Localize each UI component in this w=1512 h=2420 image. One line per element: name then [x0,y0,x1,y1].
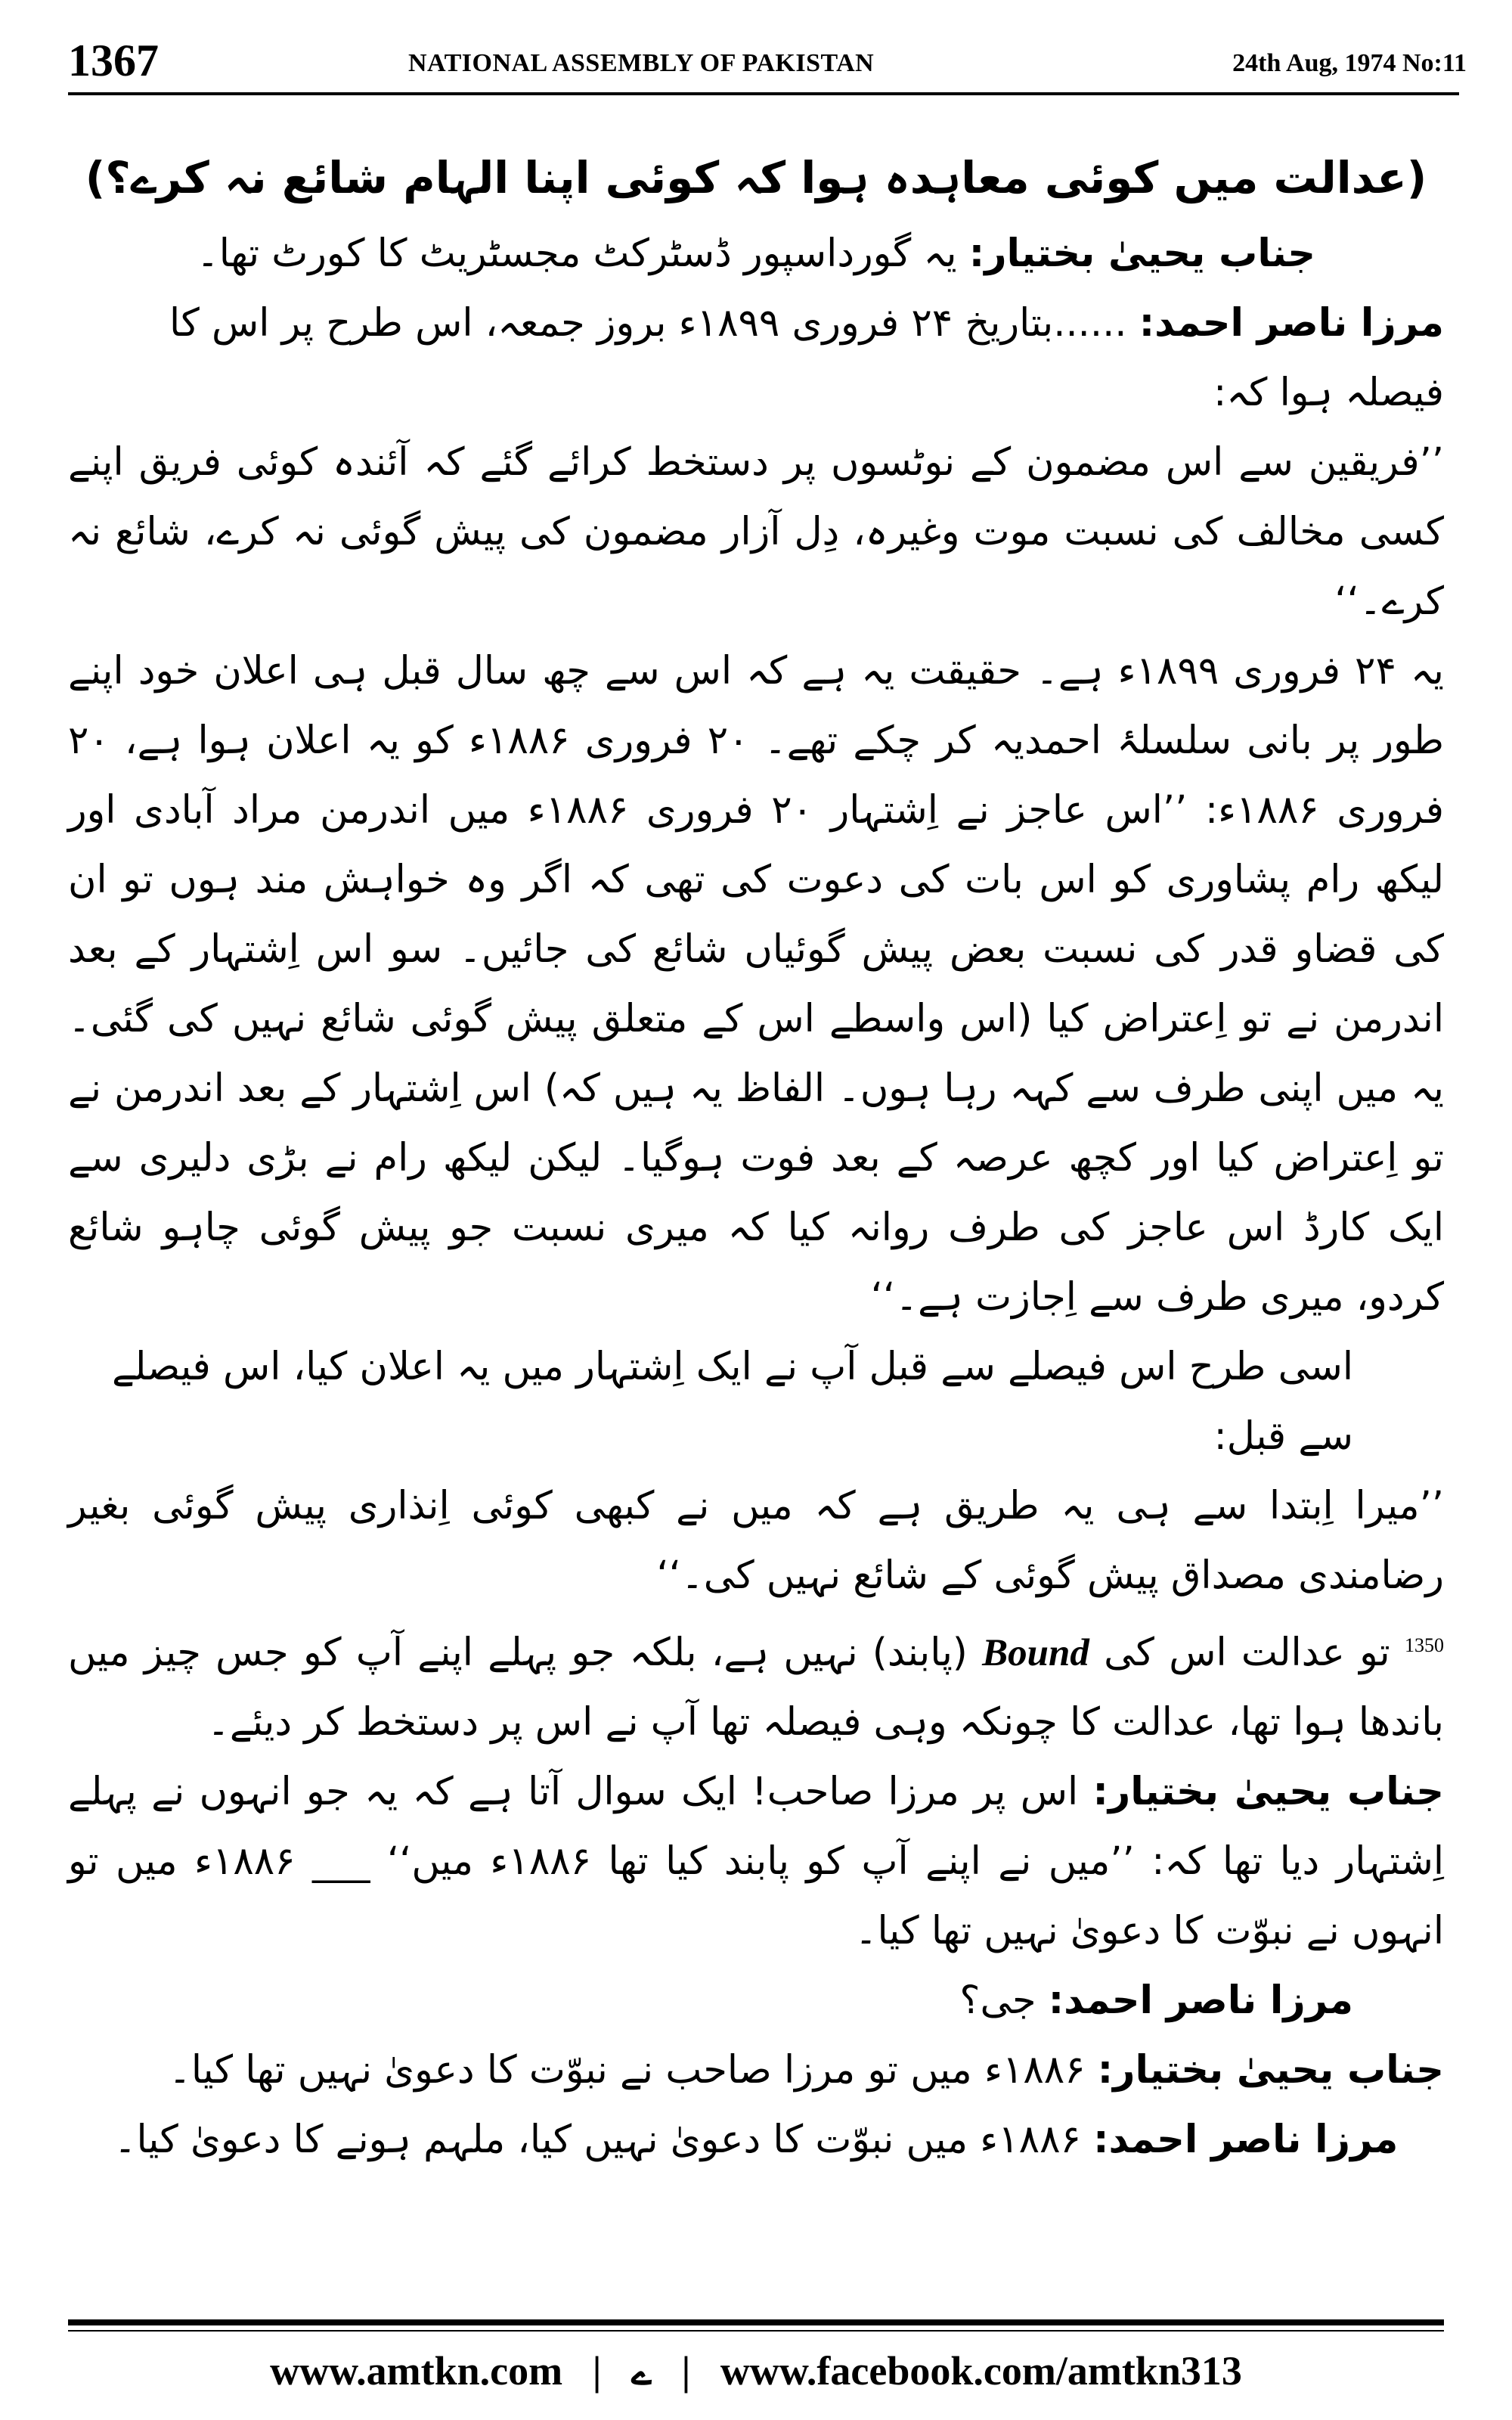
speech-text: ۱۸۸۶ء میں تو مرزا صاحب نے نبوّت کا دعویٰ نہیں تھا کیا۔ [168,2048,1086,2093]
paragraph-7 [68,1966,1444,2036]
speaker-name: مرزا ناصر احمد: [1093,2118,1399,2162]
header-divider [68,92,1459,95]
facebook-link[interactable]: www.facebook.com/amtkn313 [720,2348,1242,2394]
footer-separator: | [681,2348,691,2394]
speaker-name: مرزا ناصر احمد: [1048,1978,1353,2023]
paragraph-5 [68,1611,1444,1758]
english-term: Bound [982,1632,1089,1674]
page-body [68,136,1444,2175]
website-link[interactable]: www.amtkn.com [270,2348,563,2394]
logo-icon: ے [631,2352,652,2393]
speech-text: ......بتاریخ ۲۴ فروری ۱۸۹۹ء بروز جمعہ، اس طرح پر اس کا فیصلہ ہوا کہ: [169,301,1444,415]
footer-divider-thin [68,2330,1444,2332]
quotation-2: ’’میرا اِبتدا سے ہی یہ طریق ہے کہ میں نے کبھی کوئی اِنذاری پیش گوئی بغیر رضامندی مصداق پیش گوئی کے شائع نہیں کی۔‘‘ [68,1484,1444,1598]
header-date-info: 24th Aug, 1974 No:11 [1232,49,1467,77]
footnote-reference: 1350 [1404,1634,1444,1656]
quotation-1: ’’فریقین سے اس مضمون کے نوٹسوں پر دستخط کرائے گئے کہ آئندہ کوئی فریق اپنے کسی مخالف کی نسبت موت وغیرہ، دِل آزار مضمون کی پیش گوئی نہ کرے، شائع نہ کرے۔‘‘ [68,440,1444,624]
speech-text: اس پر مرزا صاحب! ایک سوال آتا ہے کہ یہ جو انہوں نے پہلے اِشتہار دیا تھا کہ: ’’میں نے اپنے آپ کو پابند کیا تھا ۱۸۸۶ء میں‘‘ ___ ۱۸۸۶ء میں تو انہوں نے نبوّت کا دعویٰ نہیں تھا کیا۔ [68,1770,1444,1953]
paragraph-9 [68,2105,1444,2175]
speech-text: (پابند) نہیں ہے، بلکہ جو پہلے اپنے آپ کو جس چیز میں باندھا ہوا تھا، عدالت کا چونکہ وہی فیصلہ تھا آپ نے اس پر دستخط کر دیئے۔ [68,1630,1444,1745]
page-header [45,30,1467,91]
paragraph-3: یہ ۲۴ فروری ۱۸۹۹ء ہے۔ حقیقت یہ ہے کہ اس سے چھ سال قبل ہی اعلان خود اپنے طور پر بانی سلسلۂ احمدیہ کر چکے تھے۔ ۲۰ فروری ۱۸۸۶ء کو یہ اعلان ہوا ہے، ۲۰ فروری ۱۸۸۶ء: ’’اس عاجز نے اِشتہار ۲۰ فروری ۱۸۸۶ء میں اندرمن مراد آبادی اور لیکھ رام پشاوری کو اس بات کی دعوت کی تھی کہ اگر وہ خواہش مند ہوں تو ان کی قضاو قدر کی نسبت بعض پیش گوئیاں شائع کی جائیں۔ سو اس اِشتہار کے بعد اندرمن نے تو اِعتراض کیا (اس واسطے اس کے متعلق پیش گوئی شائع نہیں کی گئی۔ یہ میں اپنی طرف سے کہہ رہا ہوں۔ الفاظ یہ ہیں کہ) اس اِشتہار کے بعد اندرمن نے تو اِعتراض کیا اور کچھ عرصہ کے بعد فوت ہوگیا۔ لیکن لیکھ رام نے بڑی دلیری سے ایک کارڈ اس عاجز کی طرف روانہ کیا کہ میری نسبت جو پیش گوئی چاہو شائع کردو، میری طرف سے اِجازت ہے۔‘‘ [68,649,1444,1320]
speaker-name: مرزا ناصر احمد: [1139,301,1444,346]
footer-separator: | [592,2348,602,2394]
speaker-name: جناب یحییٰ بختیار: [1097,2048,1444,2093]
speaker-name: جناب یحییٰ بختیار: [968,231,1316,276]
speech-text: تو عدالت اس کی [1104,1630,1390,1675]
page-number: 1367 [68,36,159,85]
paragraph-2 [68,289,1444,428]
speaker-name: جناب یحییٰ بختیار: [1092,1770,1444,1814]
page-footer [0,2341,1512,2401]
speech-text: جی؟ [959,1978,1036,2023]
paragraph-4: اسی طرح اس فیصلے سے قبل آپ نے ایک اِشتہار میں یہ اعلان کیا، اس فیصلے سے قبل: [112,1345,1353,1459]
paragraph-1 [68,219,1444,289]
paragraph-8 [68,2036,1444,2105]
section-heading: (عدالت میں کوئی معاہدہ ہوا کہ کوئی اپنا الہام شائع نہ کرے؟) [85,152,1427,203]
paragraph-6 [68,1758,1444,1966]
speech-text: یہ گورداسپور ڈسٹرکٹ مجسٹریٹ کا کورٹ تھا۔ [196,231,957,276]
footer-divider-thick [68,2319,1444,2325]
speech-text: ۱۸۸۶ء میں نبوّت کا دعویٰ نہیں کیا، ملہم ہونے کا دعویٰ کیا۔ [113,2118,1081,2162]
header-title: NATIONAL ASSEMBLY OF PAKISTAN [408,49,875,77]
